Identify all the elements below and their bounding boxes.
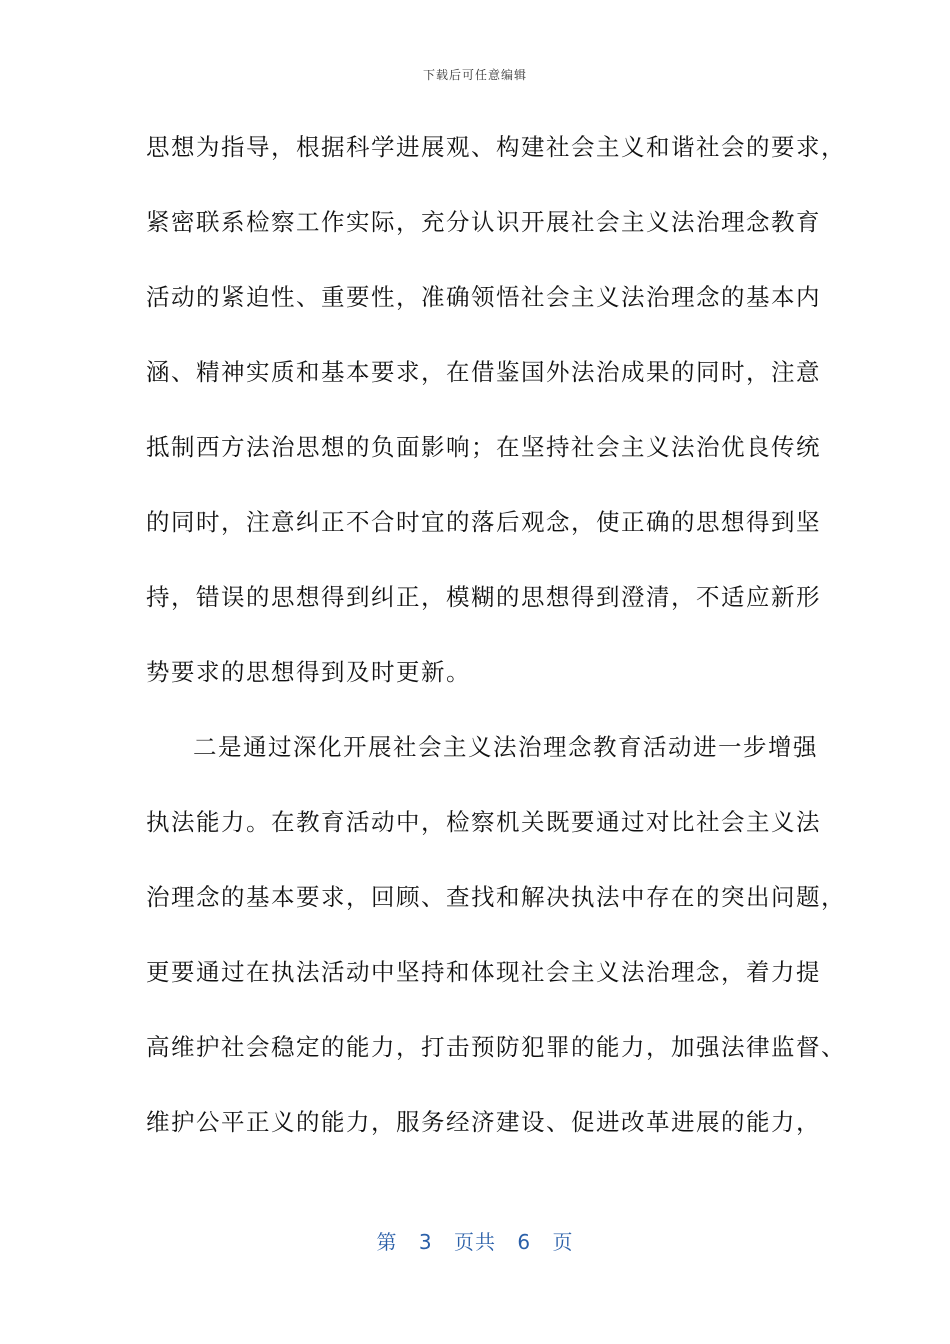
body-line: 执法能力。在教育活动中，检察机关既要通过对比社会主义法	[146, 808, 821, 836]
body-line: 活动的紧迫性、重要性，准确领悟社会主义法治理念的基本内	[146, 283, 821, 311]
page-number-footer	[0, 1226, 950, 1255]
body-line: 持，错误的思想得到纠正，模糊的思想得到澄清，不适应新形	[146, 583, 821, 611]
body-line: 高维护社会稳定的能力，打击预防犯罪的能力，加强法律监督、	[146, 1033, 846, 1061]
body-line: 治理念的基本要求，回顾、查找和解决执法中存在的突出问题，	[146, 883, 846, 911]
body-line: 涵、精神实质和基本要求，在借鉴国外法治成果的同时，注意	[146, 358, 821, 386]
body-line: 紧密联系检察工作实际，充分认识开展社会主义法治理念教育	[146, 208, 821, 236]
document-body	[146, 122, 846, 1172]
body-line: 的同时，注意纠正不合时宜的落后观念，使正确的思想得到坚	[146, 508, 821, 536]
footer-suffix: 页	[552, 1230, 574, 1254]
body-line: 抵制西方法治思想的负面影响；在坚持社会主义法治优良传统	[146, 433, 821, 461]
page-header-note: 下载后可任意编辑	[422, 68, 527, 82]
footer-prefix: 第	[376, 1230, 398, 1254]
body-line: 势要求的思想得到及时更新。	[146, 658, 471, 686]
body-line: 思想为指导，根据科学进展观、构建社会主义和谐社会的要求，	[146, 133, 846, 161]
current-page-number: 3	[418, 1230, 433, 1254]
body-line: 维护公平正义的能力，服务经济建设、促进改革进展的能力，	[146, 1108, 821, 1136]
body-line: 更要通过在执法活动中坚持和体现社会主义法治理念，着力提	[146, 958, 821, 986]
footer-middle: 页共	[454, 1230, 496, 1254]
total-page-count: 6	[517, 1230, 532, 1254]
paragraph-start-line: 二是通过深化开展社会主义法治理念教育活动进一步增强	[193, 733, 818, 761]
